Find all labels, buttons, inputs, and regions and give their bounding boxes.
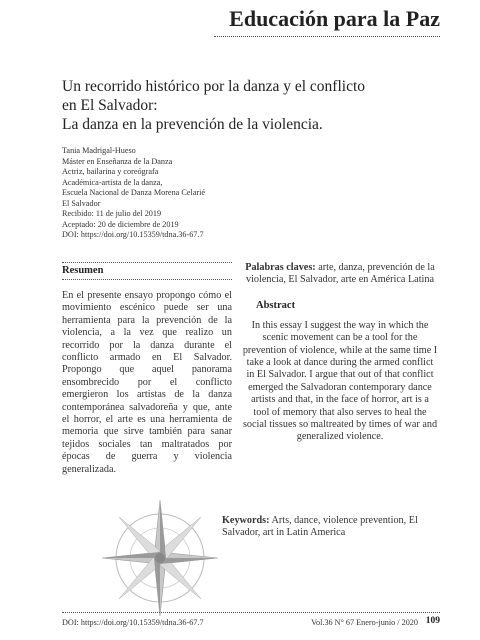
author-institution: Escuela Nacional de Danza Morena Celarié (62, 188, 205, 197)
abstract-column (242, 262, 438, 444)
title-line: Un recorrido histórico por la danza y el conflicto (62, 78, 365, 95)
article-doi: DOI: https://doi.org/10.15359/tdna.36-67.7 (62, 230, 204, 239)
compass-rose-icon (100, 498, 220, 618)
author-affiliation: Académica-artista de la danza, (62, 177, 163, 187)
keywords-text: Arts, dance, violence prevention, El Salvador, art in Latin America (222, 515, 418, 539)
footer-divider (62, 612, 440, 613)
article-title (62, 77, 442, 134)
accepted-date: Aceptado: 20 de diciembre de 2019 (62, 219, 179, 229)
received-date: Recibido: 11 de julio del 2019 (62, 209, 162, 218)
page-number: 109 (425, 616, 440, 626)
resumen-column (62, 262, 232, 476)
abstract-heading: Abstract (256, 299, 296, 311)
section-divider (62, 279, 232, 280)
title-line: en El Salvador: (62, 97, 158, 114)
resumen-heading: Resumen (62, 265, 104, 276)
title-line: La danza en la prevención de la violencia. (62, 116, 323, 133)
palabras-claves (242, 262, 438, 287)
journal-title: Educación para la Paz (229, 6, 440, 31)
author-country: El Salvador (62, 198, 101, 208)
footer-volume: Vol.36 N° 67 Enero-junio / 2020 (311, 618, 418, 627)
palabras-claves-label: Palabras claves: (245, 262, 316, 273)
keywords (222, 515, 440, 540)
header-divider (214, 36, 440, 37)
abstract-text: In this essay I suggest the way in which the scenic movement can be a tool for the prevention of violence, while at the same time I take a look at dance during the armed conflict in El Salvador. I argue that out of that conflict emerged the Salvadoran contemporary dance artists and that, in the face of horror, art is a tool of memory that also serves to heal the social tissues so maltreated by times of war and generalized violence. (242, 319, 438, 443)
keywords-label: Keywords: (222, 515, 270, 526)
author-role: Actriz, bailarina y coreógrafa (62, 167, 159, 176)
footer-doi: DOI: https://doi.org/10.15359/tdna.36-67.7 (62, 618, 204, 627)
author-info (62, 146, 302, 241)
author-name: Tania Madrigal-Hueso (62, 146, 136, 155)
palabras-claves-text: arte, danza, prevención de la violencia, El Salvador, arte en América Latina (246, 262, 435, 286)
resumen-text: En el presente ensayo propongo cómo el movimiento escénico puede ser una herramienta para la prevención de la violencia, a la vez que realizo un recorrido por la danza durante el conflicto armado en El Salvador. Propongo que aquel panorama ensombrecido por el conflicto emergieron los artistas de la danza contemporánea salvadoreña y que, ante el horror, el arte es una herramienta de memoria que sirve también para sanar tejidos sociales tan maltratados por épocas de guerra y violencia generalizada. (62, 290, 232, 475)
author-degree: Máster en Enseñanza de la Danza (62, 156, 173, 166)
